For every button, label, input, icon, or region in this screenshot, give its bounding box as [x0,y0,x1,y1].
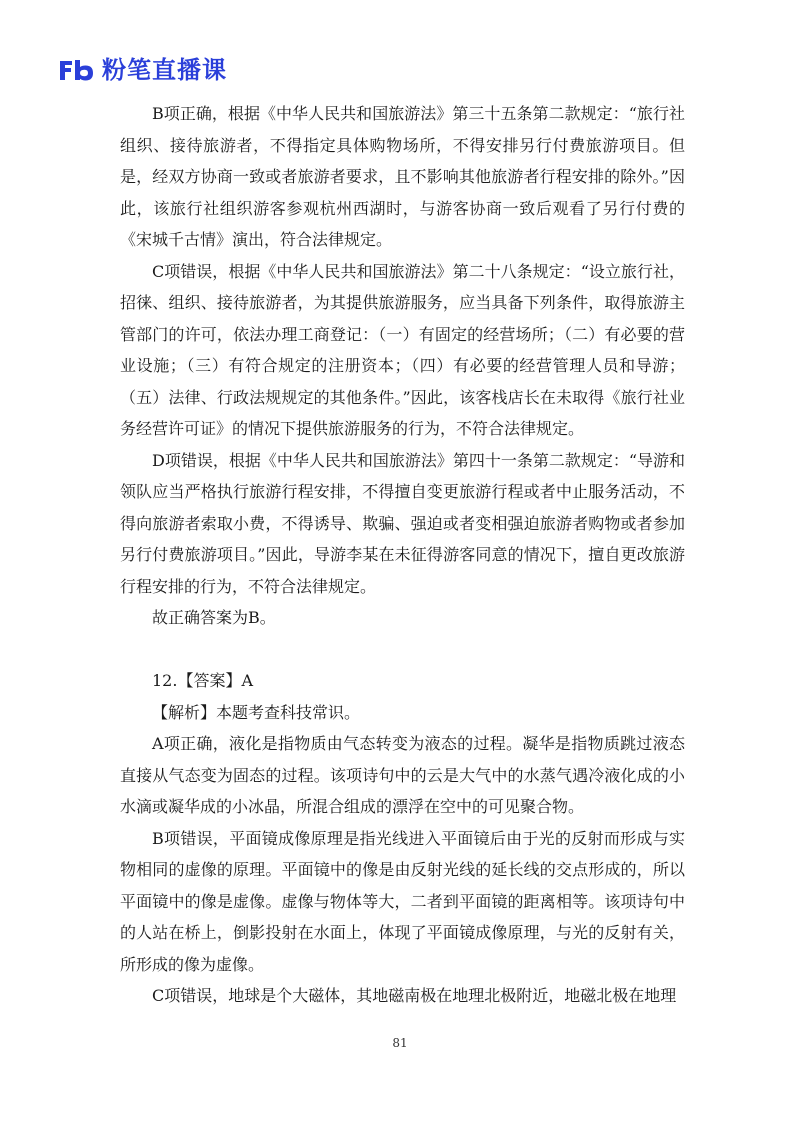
paragraph-option-b-science: B项错误，平面镜成像原理是指光线进入平面镜后由于光的反射而形成与实物相同的虚像的原理。平面镜中的像是由反射光线的延长线的交点形成的，所以平面镜中的像是虚像。虚像与物体等大，二者到平面镜的距离相等。该项诗句中的人站在桥上，倒影投射在水面上，体现了平面镜成像原理，与光的反射有关，所形成的像为虚像。 [120,828,685,974]
paragraph-option-c-science: C项错误，地球是个大磁体，其地磁南极在地理北极附近，地磁北极在地理 [152,986,677,1005]
question-12-answer: 12.【答案】A [152,671,254,690]
paragraph-option-a-science: A项正确，液化是指物质由气态转变为液态的过程。凝华是指物质跳过液态直接从气态变为固态的过程。该项诗句中的云是大气中的水蒸气遇冷液化成的小水滴或凝华成的小冰晶，所混合组成的漂浮在空中的可见聚合物。 [120,734,685,816]
paragraph-option-b-tourism: B项正确，根据《中华人民共和国旅游法》第三十五条第二款规定：“旅行社组织、接待旅游者，不得指定具体购物场所，不得安排另行付费旅游项目。但是，经双方协商一致或者旅游者要求，且不影响其他旅游者行程安排的除外。”因此，该旅行社组织游客参观杭州西湖时，与游客协商一致后观看了另行付费的《宋城千古情》演出，符合法律规定。 [120,104,685,249]
paragraph-option-d-tourism: D项错误，根据《中华人民共和国旅游法》第四十一条第二款规定：“导游和领队应当严格执行旅游行程安排，不得擅自变更旅游行程或者中止服务活动，不得向旅游者索取小费，不得诱导、欺骗、强迫或者变相强迫旅游者购物或者参加另行付费旅游项目。”因此，导游李某在未征得游客同意的情况下，擅自更改旅游行程安排的行为，不符合法律规定。 [120,450,686,596]
paragraph-option-c-tourism: C项错误，根据《中华人民共和国旅游法》第二十八条规定：“设立旅行社，招徕、组织、接待旅游者，为其提供旅游服务，应当具备下列条件，取得旅游主管部门的许可，依法办理工商登记：（一）有固定的经营场所；（二）有必要的营业设施；（三）有符合规定的注册资本；（四）有必要的经营管理人员和导游；（五）法律、行政法规规定的其他条件。”因此，该客栈店长在未取得《旅行社业务经营许可证》的情况下提供旅游服务的行为，不符合法律规定。 [120,261,685,438]
paragraph-conclusion: 故正确答案为B。 [152,608,276,627]
brand-name: 粉笔直播课 [102,56,227,84]
document-body [120,98,685,1012]
fenbi-logo-icon [58,57,96,83]
header [58,54,227,86]
question-12-analysis-heading: 【解析】本题考查科技常识。 [152,702,361,722]
page-number: 81 [392,1036,408,1050]
